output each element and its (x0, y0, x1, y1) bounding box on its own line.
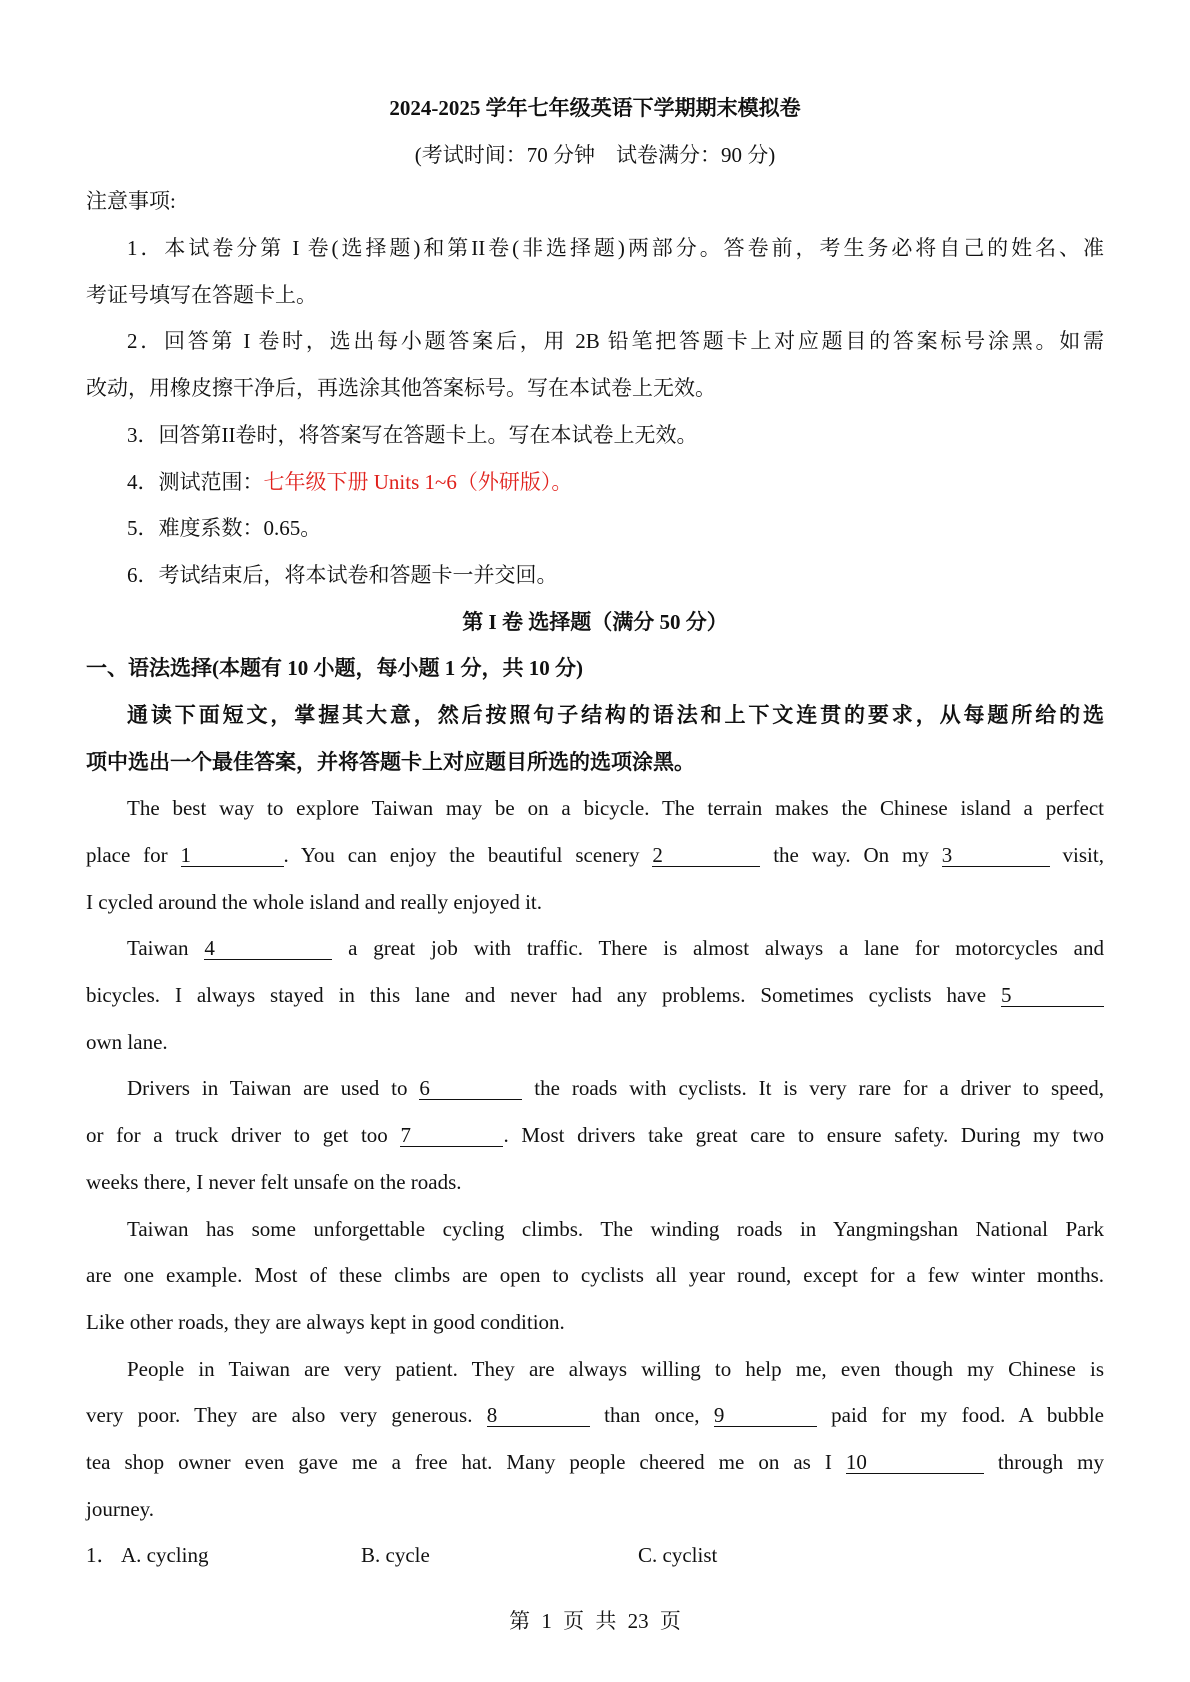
part-title: 第 I 卷 选择题（满分 50 分） (462, 609, 728, 634)
note-5: 5．难度系数：0.65。 (127, 516, 322, 541)
blank-9: 9 (714, 1404, 817, 1427)
text: Taiwan (127, 936, 205, 961)
blank-4: 4 (204, 937, 332, 960)
passage-line: People in Taiwan are very patient. They are always willing to help me, even though my Chinese is (127, 1356, 1104, 1381)
blank-1: 1 (181, 844, 284, 867)
blank-2: 2 (652, 844, 760, 867)
option-a: A. cycling (121, 1543, 209, 1568)
blank-10: 10 (846, 1451, 984, 1474)
note-1-line-1: 1．本试卷分第 I 卷(选择题)和第II卷(非选择题)两部分。答卷前，考生务必将自己的姓名、准 (127, 236, 1104, 261)
blank-5: 5 (1001, 984, 1104, 1007)
passage-line (86, 1112, 1104, 1159)
note-4 (86, 459, 1104, 506)
text: the roads with cyclists. It is very rare for a driver to speed, (522, 1076, 1105, 1101)
passage-line: journey. (86, 1496, 155, 1521)
instruction-line-2: 项中选出一个最佳答案，并将答题卡上对应题目所选的选项涂黑。 (86, 749, 695, 774)
text: or for a truck driver to get too (86, 1123, 401, 1148)
passage-line: The best way to explore Taiwan may be on a bicycle. The terrain makes the Chinese island a perfect (127, 796, 1104, 821)
text: through my (983, 1449, 1104, 1474)
page-number: 第 1 页 共 23 页 (509, 1609, 681, 1633)
question-number: 1． (86, 1543, 118, 1568)
question-1-options (86, 1532, 1104, 1579)
exam-page (86, 85, 1104, 1579)
note-3: 3．回答第II卷时，将答案写在答题卡上。写在本试卷上无效。 (127, 422, 698, 447)
text: Drivers in Taiwan are used to (127, 1076, 420, 1101)
exam-subtitle: (考试时间：70 分钟 试卷满分：90 分) (414, 142, 776, 167)
note-6: 6．考试结束后，将本试卷和答题卡一并交回。 (127, 562, 558, 587)
blank-7: 7 (400, 1124, 503, 1147)
text: paid for my food. A bubble (816, 1403, 1104, 1428)
passage-line (86, 1065, 1104, 1112)
passage-line: Like other roads, they are always kept in good condition. (86, 1309, 565, 1334)
passage-line (86, 1439, 1104, 1486)
section-title: 一、语法选择(本题有 10 小题，每小题 1 分，共 10 分) (86, 656, 583, 681)
text: the way. On my (760, 843, 942, 867)
text: tea shop owner even gave me a free hat. Many people cheered me on as I (86, 1449, 846, 1474)
instruction-line-1: 通读下面短文，掌握其大意，然后按照句子结构的语法和上下文连贯的要求，从每题所给的选 (127, 702, 1104, 727)
blank-6: 6 (419, 1077, 522, 1100)
text: a great job with traffic. There is almost always a lane for motorcycles and (332, 936, 1104, 961)
text: . You can enjoy the beautiful scenery (283, 843, 653, 867)
passage-line (86, 925, 1104, 972)
note-4-label: 4．测试范围： (127, 469, 264, 494)
text: bicycles. I always stayed in this lane and never had any problems. Sometimes cyclists have (86, 983, 1001, 1008)
option-b: B. cycle (361, 1543, 430, 1568)
text: than once, (589, 1403, 714, 1428)
passage-line: weeks there, I never felt unsafe on the roads. (86, 1169, 462, 1194)
passage-line (86, 832, 1104, 879)
exam-title: 2024-2025 学年七年级英语下学期期末模拟卷 (389, 96, 801, 120)
note-2-line-2: 改动，用橡皮擦干净后，再选涂其他答案标号。写在本试卷上无效。 (86, 376, 716, 401)
note-1-line-2: 考证号填写在答题卡上。 (86, 282, 317, 307)
passage-line (86, 972, 1104, 1019)
blank-8: 8 (487, 1404, 590, 1427)
passage-line: Taiwan has some unforgettable cycling climbs. The winding roads in Yangmingshan National Park (127, 1216, 1104, 1241)
blank-3: 3 (942, 844, 1050, 867)
text: place for (86, 843, 181, 867)
passage-line (86, 1392, 1104, 1439)
text: visit, (1049, 843, 1104, 867)
text: very poor. They are also very generous. (86, 1403, 487, 1428)
passage-line: are one example. Most of these climbs are open to cyclists all year round, except for a few winter months. (86, 1263, 1104, 1288)
passage-line: I cycled around the whole island and really enjoyed it. (86, 889, 543, 914)
text: . Most drivers take great care to ensure safety. During my two (503, 1123, 1104, 1148)
notes-heading: 注意事项: (86, 189, 176, 214)
note-2-line-1: 2．回答第 I 卷时，选出每小题答案后，用 2B 铅笔把答题卡上对应题目的答案标号涂黑。如需 (127, 329, 1104, 354)
option-c: C. cyclist (638, 1543, 718, 1568)
note-4-scope: 七年级下册 Units 1~6（外研版）。 (263, 469, 573, 494)
passage-line: own lane. (86, 1029, 168, 1054)
